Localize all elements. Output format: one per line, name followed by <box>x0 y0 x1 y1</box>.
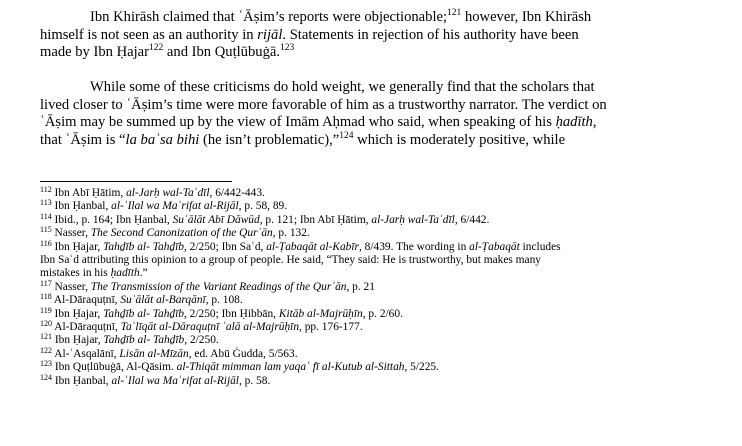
footnote-number: 112 <box>40 185 52 194</box>
paragraph-1 <box>40 9 700 62</box>
footnote-116 <box>40 238 730 281</box>
footnote-118 <box>40 294 730 307</box>
footnote-text: Al-Dāraquṭnī, Taʿlīqāt al-Dāraquṭnī ʿalā al-Majrūḥīn, pp. 176-177. <box>52 321 363 334</box>
footnote-text: Ibid., p. 164; Ibn Ḥanbal, Suʾālāt Abī Dāwūd, p. 121; Ibn Abī Ḥātim, al-Jarḥ wal-Taʿdīl, 6/442. <box>51 213 490 226</box>
footnote-text: Ibn Ḥajar, Tahḏīb al- Tahḏīb, 2/250; Ibn Ḥibbān, Kitāb al-Majrūḥīn, p. 2/60. <box>51 307 403 320</box>
footnote-number: 114 <box>40 211 52 221</box>
footnote-number: 120 <box>40 319 52 329</box>
footnote-number: 119 <box>40 305 52 315</box>
footnote-text: Ibn Quṭlūbuġā, Al-Qāsim. al-Thiqāt mimman lam yaqaʿ fī al-Kutub al-Sittah, 5/225. <box>52 361 439 374</box>
footnote-number: 121 <box>40 332 52 342</box>
paragraph-line: that ʿĀṣim is “la baʾsa bihi (he isn’t problematic),”$^{124}$ which is moderately positive, while <box>40 130 566 148</box>
footnote-117 <box>40 278 730 294</box>
footnote-text: Nasser, The Second Canonization of the Qurʾān, p. 132. <box>51 227 310 240</box>
footnote-separator <box>40 181 232 182</box>
footnote-number: 123 <box>40 359 52 369</box>
footnote-number: 113 <box>40 198 52 208</box>
footnote-number: 122 <box>40 345 52 355</box>
paragraph-line: While some of these criticisms do hold weight, we generally find that the scholars that <box>90 79 595 95</box>
footnote-number: 117 <box>40 278 52 288</box>
footnote-113 <box>40 200 730 213</box>
paragraph-2 <box>40 79 700 149</box>
footnotes <box>40 187 730 388</box>
paragraph-line: Ibn Khirāsh claimed that ʿĀṣim’s reports were objectionable;$^{121}$ however, Ibn Khirāsh <box>90 8 592 25</box>
footnote-number: 115 <box>40 225 52 235</box>
footnote-text: Ibn Abī Ḥātim, al-Jarḥ wal-Taʿdīl, 6/442-443. <box>51 187 265 199</box>
footnote-text: Ibn Ḥanbal, al-ʿIlal wa Maʿrifat al-Rijāl, p. 58, 89. <box>51 200 288 213</box>
footnote-112 <box>40 187 730 200</box>
paragraph-line: made by Ibn Ḥajar$^{122}$ and Ibn Quṭlūbuġā.$^{123}$ <box>40 43 295 61</box>
footnote-text: Ibn Ḥajar, Tahḏīb al- Tahḏīb, 2/250; Ibn Saʿd, al-Ṭabaqāt al-Kabīr, 8/439. The wording in al-Ṭabaqāt includes <box>51 240 561 253</box>
footnote-123 <box>40 361 730 374</box>
footnote-continuation: mistakes in his ḥadīth.” <box>40 267 148 280</box>
footnote-114 <box>40 211 730 227</box>
footnote-121 <box>40 334 730 347</box>
footnote-number: 124 <box>40 372 52 382</box>
footnote-number: 116 <box>40 238 52 248</box>
paragraph-line: lived closer to ʿĀṣim’s time were more favorable of him as a trustworthy narrator. The verdict on <box>40 96 607 113</box>
paragraph-line: ʿĀṣim may be summed up by the view of Imām Aḥmad who said, when speaking of his ḥadīth, <box>40 114 597 131</box>
footnote-text: Nasser, The Transmission of the Variant Readings of the Qurʾān, p. 21 <box>51 280 375 293</box>
footnote-continuation: Ibn Saʿd attributing this opinion to a group of people. He said, “They said: He is trustworthy, but makes many <box>40 254 541 267</box>
footnote-text: Al-Dāraquṭnī, Suʾālāt al-Barqānī, p. 108. <box>51 294 243 307</box>
paragraph-line: himself is not seen as an authority in rijāl. Statements in rejection of his authority have been <box>40 26 579 43</box>
footnote-number: 118 <box>40 292 52 302</box>
footnote-text: Ibn Ḥajar, Tahḏīb al- Tahḏīb, 2/250. <box>52 334 219 347</box>
footnote-120 <box>40 321 730 334</box>
footnote-text: Al-ʿAsqalānī, Lisān al-Mīzān, ed. Abū Ġudda, 5/563. <box>52 347 298 360</box>
footnote-124 <box>40 372 730 388</box>
footnote-122 <box>40 345 730 361</box>
footnote-text: Ibn Ḥanbal, al-ʿIlal wa Maʿrifat al-Rijāl, p. 58. <box>52 374 271 387</box>
footnote-115 <box>40 227 730 240</box>
footnote-119 <box>40 305 730 321</box>
